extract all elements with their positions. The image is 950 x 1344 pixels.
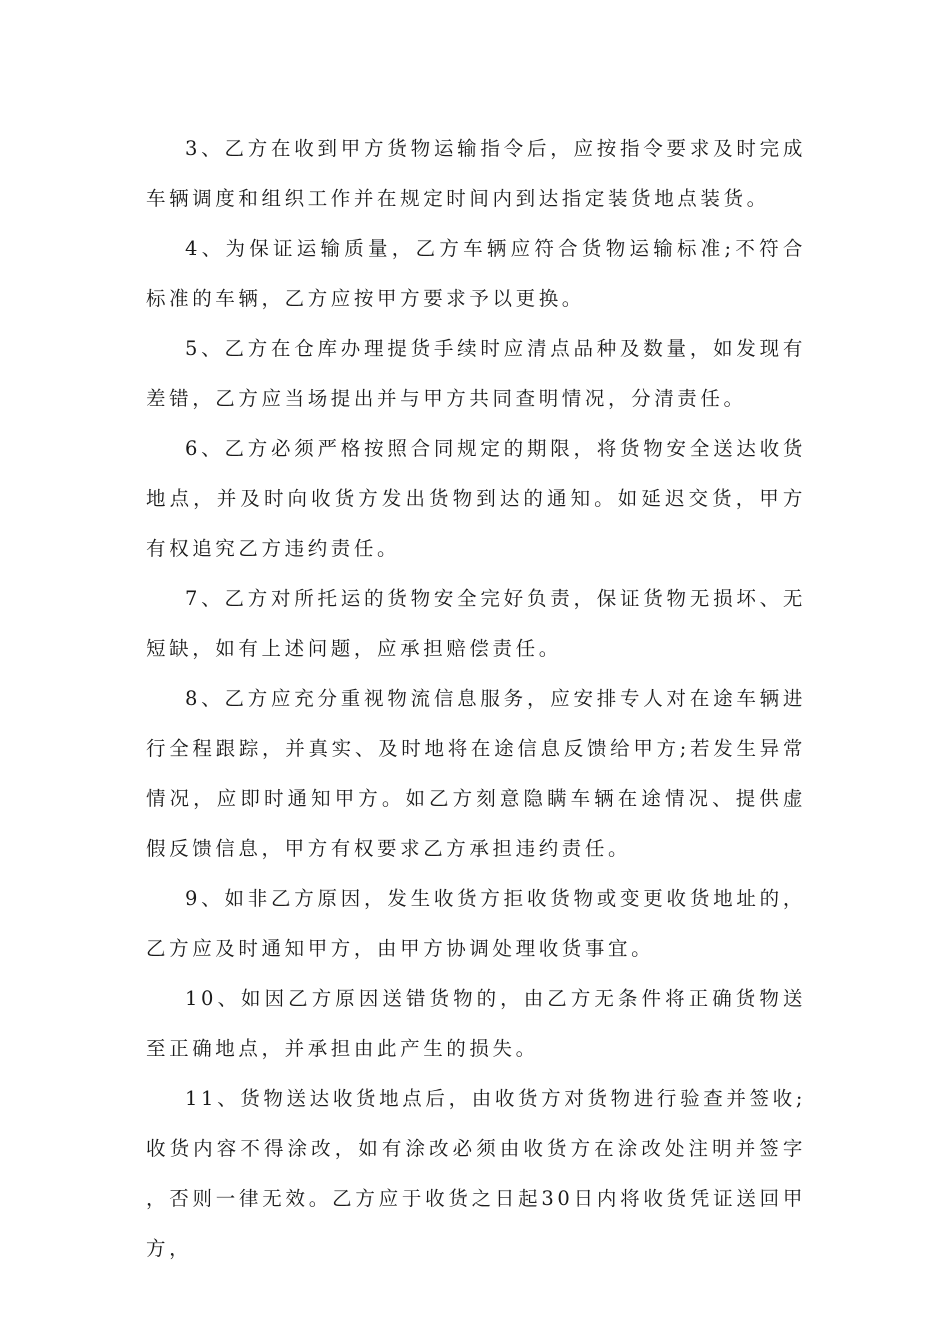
clause-9: 9、如非乙方原因，发生收货方拒收货物或变更收货地址的，乙方应及时通知甲方，由甲方协调处理收货事宜。	[146, 887, 806, 960]
clause-8: 8、乙方应充分重视物流信息服务，应安排专人对在途车辆进行全程跟踪，并真实、及时地将在途信息反馈给甲方;若发生异常情况，应即时通知甲方。如乙方刻意隐瞒车辆在途情况、提供虚假反馈信息，甲方有权要求乙方承担违约责任。	[146, 687, 806, 860]
document-page	[146, 124, 806, 1274]
clause-3: 3、乙方在收到甲方货物运输指令后，应按指令要求及时完成车辆调度和组织工作并在规定时间内到达指定装货地点装货。	[146, 137, 806, 210]
clause-10: 10、如因乙方原因送错货物的，由乙方无条件将正确货物送至正确地点，并承担由此产生的损失。	[146, 987, 806, 1060]
clause-6: 6、乙方必须严格按照合同规定的期限，将货物安全送达收货地点，并及时向收货方发出货物到达的通知。如延迟交货，甲方有权追究乙方违约责任。	[146, 437, 806, 560]
clause-5: 5、乙方在仓库办理提货手续时应清点品种及数量，如发现有差错，乙方应当场提出并与甲方共同查明情况，分清责任。	[146, 337, 806, 410]
clause-11: 11、货物送达收货地点后，由收货方对货物进行验查并签收;收货内容不得涂改，如有涂改必须由收货方在涂改处注明并签字，否则一律无效。乙方应于收货之日起30日内将收货凭证送回甲方，	[146, 1087, 806, 1260]
clause-4: 4、为保证运输质量，乙方车辆应符合货物运输标准;不符合标准的车辆，乙方应按甲方要求予以更换。	[146, 237, 806, 310]
clause-7: 7、乙方对所托运的货物安全完好负责，保证货物无损坏、无短缺，如有上述问题，应承担赔偿责任。	[146, 587, 806, 660]
